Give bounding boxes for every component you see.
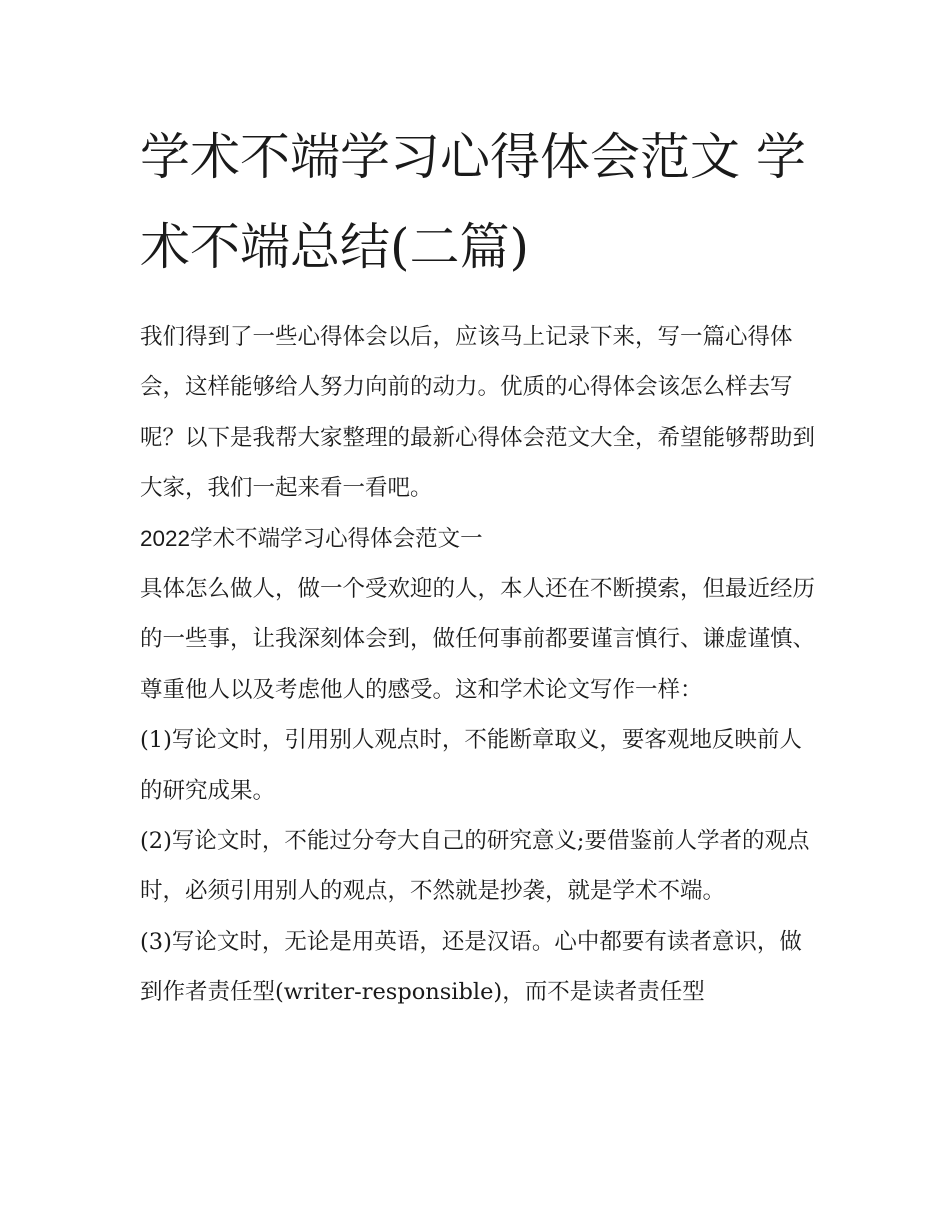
section-heading-text: 学术不端学习心得体会范文一 [190,525,483,552]
body-paragraph-2: (1)写论文时，引用别人观点时，不能断章取义，要客观地反映前人的研究成果。 [140,727,802,804]
body-paragraph-1: 具体怎么做人，做一个受欢迎的人，本人还在不断摸索，但最近经历的一些事，让我深刻体会到，做任何事前都要谨言慎行、谦虚谨慎、尊重他人以及考虑他人的感受。这和学术论文写作一样： [140,576,816,703]
body-paragraph-4: (3)写论文时，无论是用英语，还是汉语。心中都要有读者意识，做到作者责任型(writer-responsible)，而不是读者责任型 [140,928,802,1006]
body-paragraph-3: (2)写论文时，不能过分夸大自己的研究意义;要借鉴前人学者的观点时，必须引用别人的观点，不然就是抄袭，就是学术不端。 [140,828,810,905]
document-title: 学术不端学习心得体会范文 学术不端总结(二篇) [140,128,806,276]
document-page [140,112,820,1018]
section-heading [140,514,820,564]
section-heading-year: 2022 [140,525,191,551]
intro-paragraph: 我们得到了一些心得体会以后，应该马上记录下来，写一篇心得体会，这样能够给人努力向前的动力。优质的心得体会该怎么样去写呢？以下是我帮大家整理的最新心得体会范文大全，希望能够帮助到大家，我们一起来看一看吧。 [140,324,816,502]
